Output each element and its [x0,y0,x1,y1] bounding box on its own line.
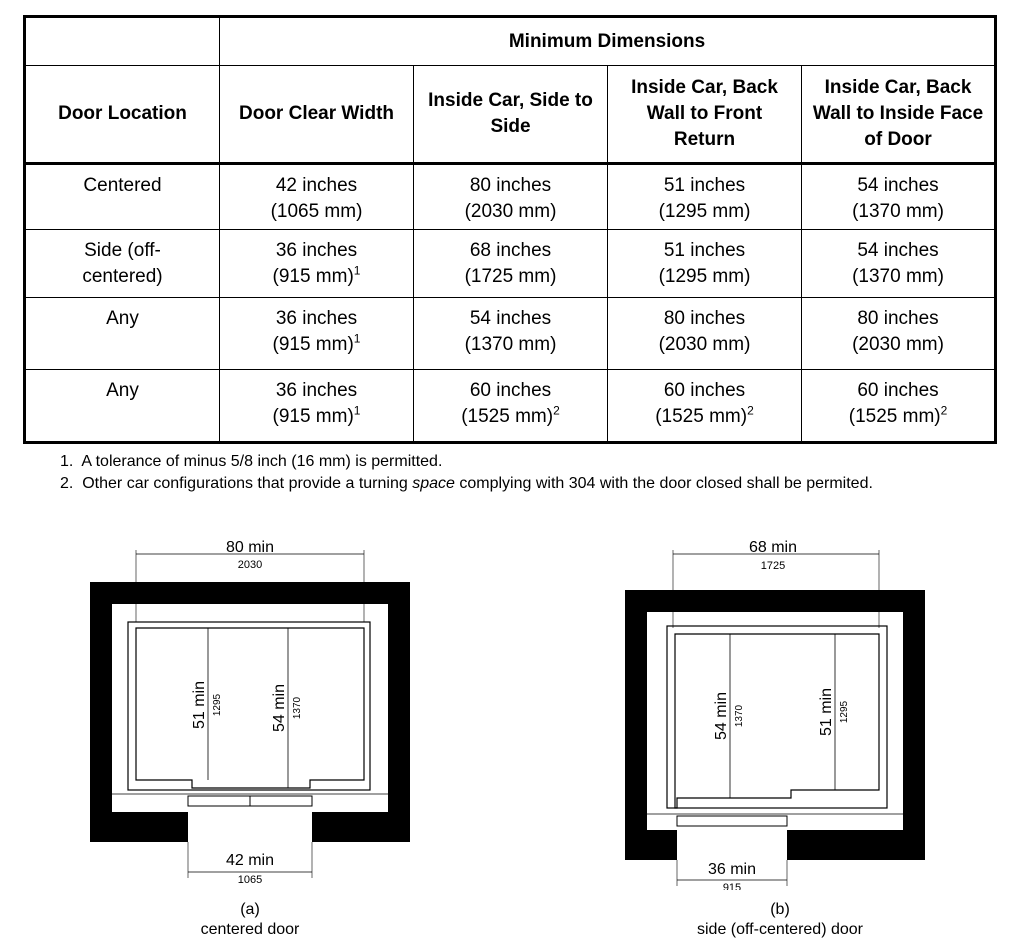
caption-b-text: side (off-centered) door [696,921,863,938]
depth1-mm: 1295 [212,693,223,717]
figure-centered-door [80,530,420,890]
footnote-ref: 2 [747,403,754,418]
blank-corner-cell [25,17,220,66]
cell-side: 60 inches (1525 mm)$^2$ [414,370,608,443]
width-label: 68 min [748,539,798,556]
cell-door-width: 42 inches (1065 mm) [220,164,414,230]
caption-b-letter: (b) [770,901,790,918]
cell-location: Side (off-centered) [25,229,220,297]
figure-side-door [615,530,935,890]
depth1-label: 51 min [191,680,208,730]
width-label: 80 min [225,539,275,556]
table-row [25,229,996,297]
cell-door-width: 36 inches (915 mm)$^1$ [220,297,414,370]
table-row [25,297,996,370]
header-back-to-front-return: Inside Car, Back Wall to Front Return [608,66,802,164]
door-mm: 915 [722,882,742,890]
cell-face: 80 inches (2030 mm) [802,297,996,370]
footnote-ref: 1 [353,403,361,418]
door-label: 36 min [707,861,757,878]
depth1-label: 54 min [713,691,730,741]
cell-front: 51 inches (1295 mm) [608,229,802,297]
cell-door-width: 36 inches (915 mm)$^1$ [220,229,414,297]
cell-side: 80 inches (2030 mm) [414,164,608,230]
header-door-location: Door Location [25,66,220,164]
header-back-to-door-face: Inside Car, Back Wall to Inside Face of Door [802,66,996,164]
depth1-mm: 1370 [734,704,745,728]
cell-face: 54 inches (1370 mm) [802,164,996,230]
depth2-mm: 1295 [839,700,850,724]
cell-front: 60 inches (1525 mm)$^2$ [608,370,802,443]
cell-face: 60 inches (1525 mm)$^2$ [802,370,996,443]
door-label: 42 min [225,852,275,869]
caption-a [170,900,330,940]
footnote-ref: 2 [553,403,560,418]
group-header: Minimum Dimensions [220,17,996,66]
table-row [25,164,996,230]
footnotes [60,451,960,495]
footnote-ref: 1 [353,331,361,346]
cell-face: 54 inches (1370 mm) [802,229,996,297]
depth2-mm: 1370 [292,696,303,720]
header-door-clear-width: Door Clear Width [220,66,414,164]
cell-location: Any [25,370,220,443]
cell-location: Any [25,297,220,370]
dimensions-table [23,15,997,444]
footnote-1: 1. A tolerance of minus 5/8 inch (16 mm) is permitted. [60,453,443,470]
caption-a-text: centered door [200,921,300,938]
footnote-ref: 2 [940,403,948,418]
caption-a-letter: (a) [240,901,260,918]
cell-door-width: 36 inches (915 mm)$^1$ [220,370,414,443]
depth2-label: 51 min [818,687,835,737]
width-mm: 2030 [237,559,263,571]
cell-location: Centered [25,164,220,230]
footnote-2: 2. Other car configurations that provide a turning space complying with 304 with the door closed shall be permited. [60,475,873,492]
cell-side: 68 inches (1725 mm) [414,229,608,297]
depth2-label: 54 min [271,683,288,733]
footnote-ref: 1 [353,263,361,278]
width-mm: 1725 [760,560,786,572]
cell-front: 80 inches (2030 mm) [608,297,802,370]
header-side-to-side: Inside Car, Side to Side [414,66,608,164]
cell-front: 51 inches (1295 mm) [608,164,802,230]
shaft-wall [625,590,925,860]
caption-b [670,900,890,940]
cell-side: 54 inches (1370 mm) [414,297,608,370]
table-row [25,370,996,443]
door-mm: 1065 [237,874,263,886]
